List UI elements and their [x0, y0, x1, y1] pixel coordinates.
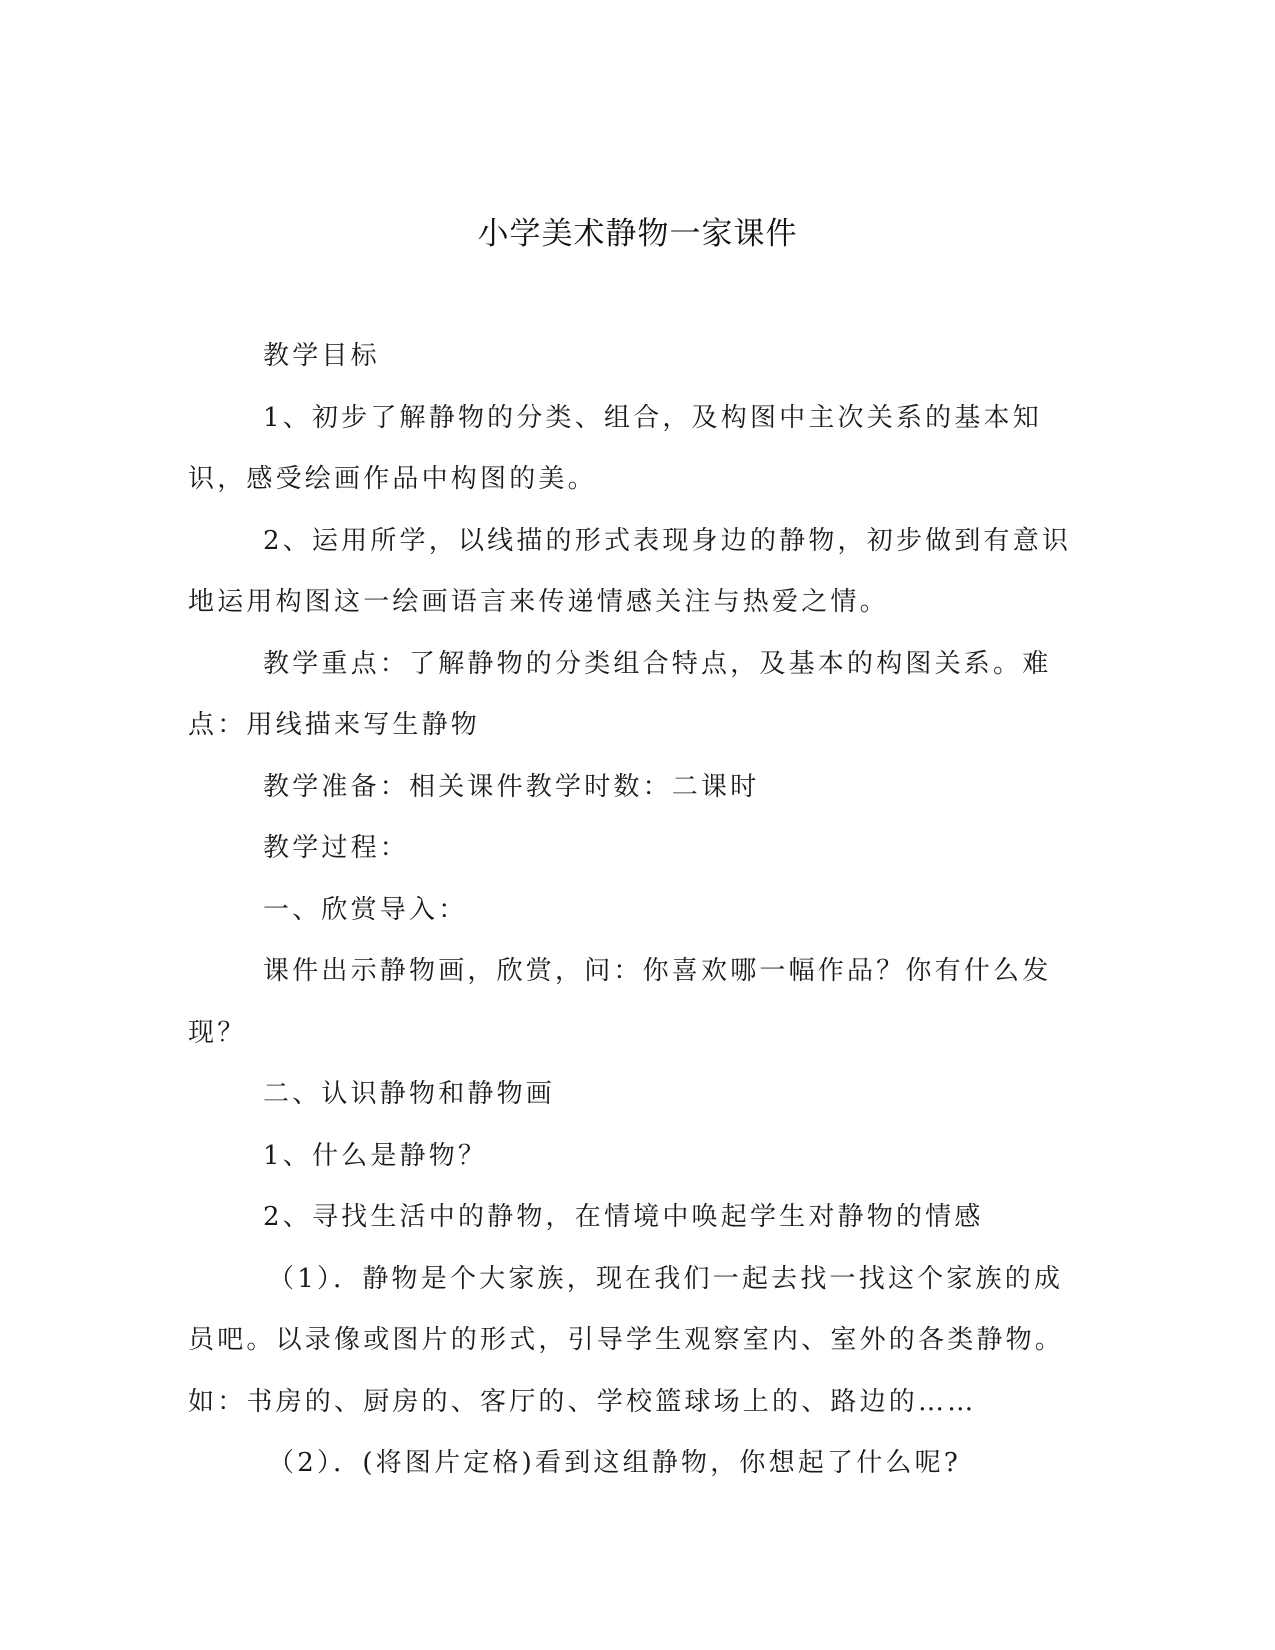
paragraph-teaching-goals-heading: 教学目标	[263, 341, 380, 371]
paragraph-appreciation: 课件出示静物画，欣赏，问：你喜欢哪一幅作品？你有什么发现？	[188, 956, 1052, 1048]
paragraph-key-points: 教学重点：了解静物的分类组合特点，及基本的构图关系。难点：用线描来写生静物	[188, 648, 1052, 740]
paragraph-question-1: 1、什么是静物？	[263, 1140, 488, 1171]
paragraph-sub-item-2: （2）．(将图片定格)看到这组静物，你想起了什么呢?	[268, 1448, 961, 1478]
paragraph-section-1-heading: 一、欣赏导入：	[263, 894, 468, 925]
paragraph-section-2-heading: 二、认识静物和静物画	[263, 1079, 556, 1109]
paragraph-goal-2: 2、运用所学，以线描的形式表现身边的静物，初步做到有意识地运用构图这一绘画语言来传递情感关注与热爱之情。	[188, 525, 1072, 617]
paragraph-sub-item-1: （1）．静物是个大家族，现在我们一起去找一找这个家族的成员吧。以录像或图片的形式，引导学生观察室内、室外的各类静物。如：书房的、厨房的、客厅的、学校篮球场上的、路边的……	[188, 1263, 1065, 1417]
paragraph-preparation: 教学准备：相关课件教学时数：二课时	[263, 771, 760, 802]
paragraph-goal-1: 1、初步了解静物的分类、组合，及构图中主次关系的基本知识，感受绘画作品中构图的美。	[188, 402, 1042, 494]
paragraph-process-heading: 教学过程：	[263, 833, 410, 863]
document-body	[188, 326, 1078, 1495]
paragraph-question-2: 2、寻找生活中的静物，在情境中唤起学生对静物的情感	[263, 1202, 984, 1232]
document-title: 小学美术静物一家课件	[477, 216, 798, 252]
